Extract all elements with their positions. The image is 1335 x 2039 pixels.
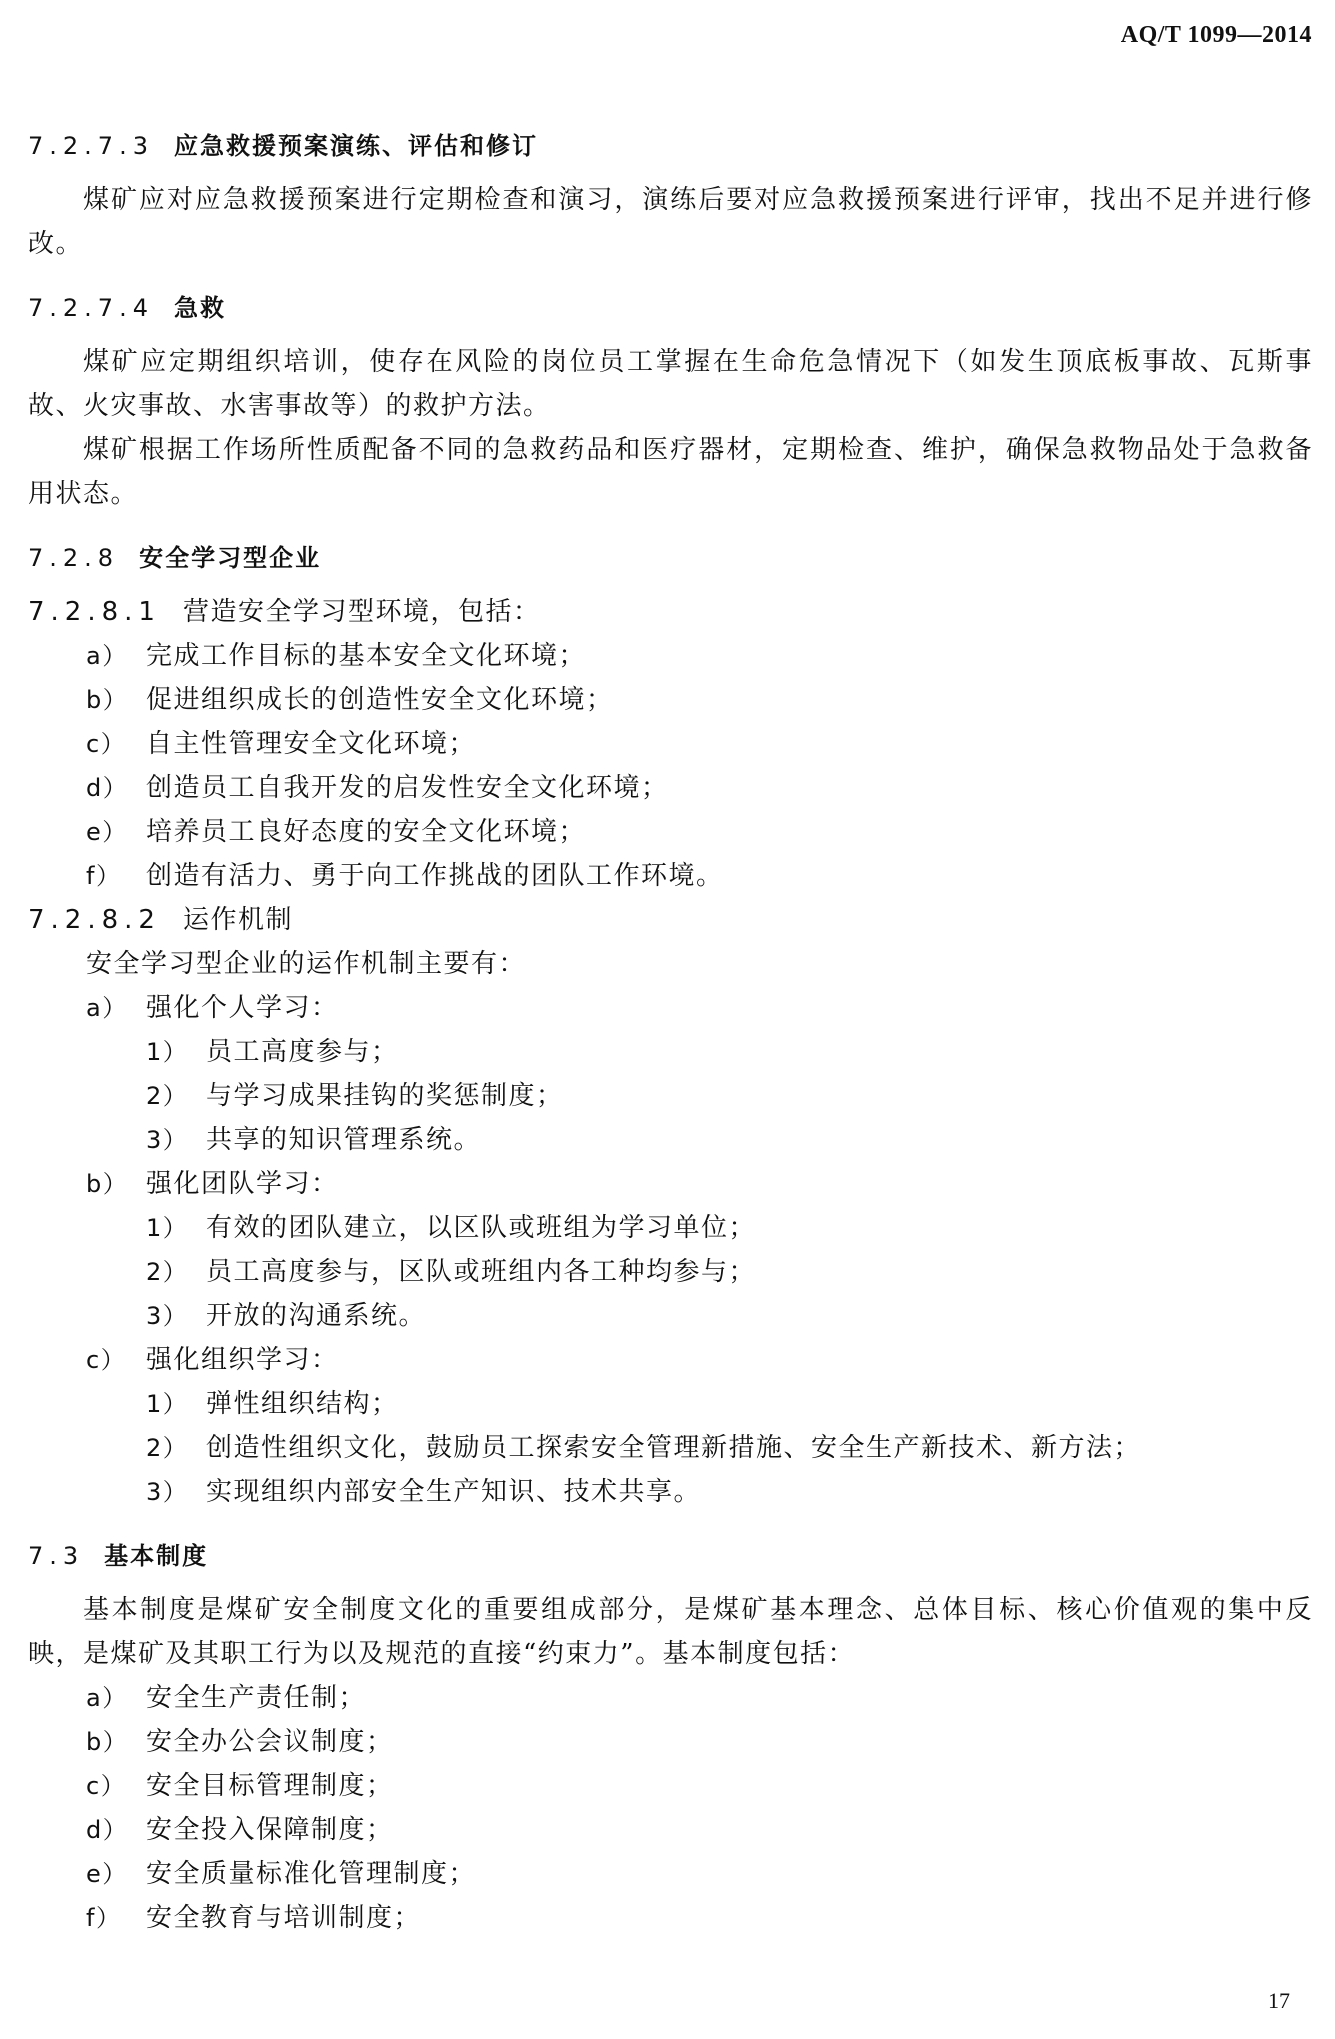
- section-heading-728: [28, 536, 1313, 580]
- list-item: a） 完成工作目标的基本安全文化环境；: [86, 641, 587, 671]
- section-heading-7274: [28, 286, 1313, 330]
- section-title: 急救: [173, 294, 226, 322]
- section-title: 运作机制: [182, 905, 293, 935]
- page-number: 17: [1268, 1988, 1290, 2013]
- list-item: c） 自主性管理安全文化环境；: [86, 729, 477, 759]
- list-item: b） 强化团队学习：: [86, 1169, 339, 1199]
- section-title: 应急救援预案演练、评估和修订: [173, 132, 538, 160]
- section-title: 基本制度: [104, 1542, 209, 1570]
- list-item: b） 促进组织成长的创造性安全文化环境；: [86, 685, 614, 715]
- list-item: c） 强化组织学习：: [86, 1345, 339, 1375]
- list-item: e） 培养员工良好态度的安全文化环境；: [86, 817, 587, 847]
- list-item: d） 创造员工自我开发的启发性安全文化环境；: [86, 773, 669, 803]
- intro-text: 安全学习型企业的运作机制主要有：: [86, 949, 527, 979]
- list-item: a） 强化个人学习：: [86, 993, 339, 1023]
- section-number: 7.3: [28, 1542, 85, 1570]
- paragraph: 煤矿根据工作场所性质配备不同的急救药品和医疗器材，定期检查、维护，确保急救物品处于急救备用状态。: [28, 435, 1313, 509]
- section-title: 安全学习型企业: [139, 544, 322, 572]
- sub-list-item: 2） 员工高度参与，区队或班组内各工种均参与；: [146, 1257, 757, 1287]
- environment-list: [28, 634, 1313, 898]
- section-number: 7.2.8.2: [28, 905, 161, 935]
- standard-code: AQ/T 1099—2014: [1120, 22, 1312, 48]
- list-item: a） 安全生产责任制；: [86, 1683, 367, 1713]
- section-number: 7.2.8: [28, 544, 120, 572]
- sub-list-item: 1） 有效的团队建立，以区队或班组为学习单位；: [146, 1213, 757, 1243]
- sub-list-item: 3） 共享的知识管理系统。: [146, 1125, 482, 1155]
- paragraph: 煤矿应定期组织培训，使存在风险的岗位员工掌握在生命危急情况下（如发生顶底板事故、瓦斯事故、火灾事故、水害事故等）的救护方法。: [28, 347, 1313, 421]
- section-number: 7.2.7.3: [28, 132, 154, 160]
- page-content: [28, 118, 1313, 1940]
- mechanism-list: [28, 986, 1313, 1514]
- section-title: 营造安全学习型环境，包括：: [182, 597, 541, 627]
- sub-list-item: 2） 创造性组织文化，鼓励员工探索安全管理新措施、安全生产新技术、新方法；: [146, 1433, 1142, 1463]
- list-item: b） 安全办公会议制度；: [86, 1727, 394, 1757]
- sub-list-item: 1） 弹性组织结构；: [146, 1389, 399, 1419]
- list-item: d） 安全投入保障制度；: [86, 1815, 394, 1845]
- section-heading-7273: [28, 124, 1313, 168]
- sub-list-item: 3） 实现组织内部安全生产知识、技术共享。: [146, 1477, 702, 1507]
- subsection-heading-7282: [28, 898, 1313, 942]
- sub-list-item: 1） 员工高度参与；: [146, 1037, 399, 1067]
- list-item: c） 安全目标管理制度；: [86, 1771, 394, 1801]
- sub-list-item: 3） 开放的沟通系统。: [146, 1301, 427, 1331]
- sub-list-item: 2） 与学习成果挂钩的奖惩制度；: [146, 1081, 564, 1111]
- system-list: [28, 1676, 1313, 1940]
- list-item: f） 创造有活力、勇于向工作挑战的团队工作环境。: [86, 861, 724, 891]
- section-number: 7.2.7.4: [28, 294, 154, 322]
- list-item: f） 安全教育与培训制度；: [86, 1903, 422, 1933]
- list-item: e） 安全质量标准化管理制度；: [86, 1859, 477, 1889]
- subsection-heading-7281: [28, 590, 1313, 634]
- section-number: 7.2.8.1: [28, 597, 161, 627]
- section-heading-73: [28, 1534, 1313, 1578]
- paragraph: 煤矿应对应急救援预案进行定期检查和演习，演练后要对应急救援预案进行评审，找出不足并进行修改。: [28, 185, 1313, 259]
- paragraph: 基本制度是煤矿安全制度文化的重要组成部分，是煤矿基本理念、总体目标、核心价值观的集中反映，是煤矿及其职工行为以及规范的直接“约束力”。基本制度包括：: [28, 1595, 1313, 1669]
